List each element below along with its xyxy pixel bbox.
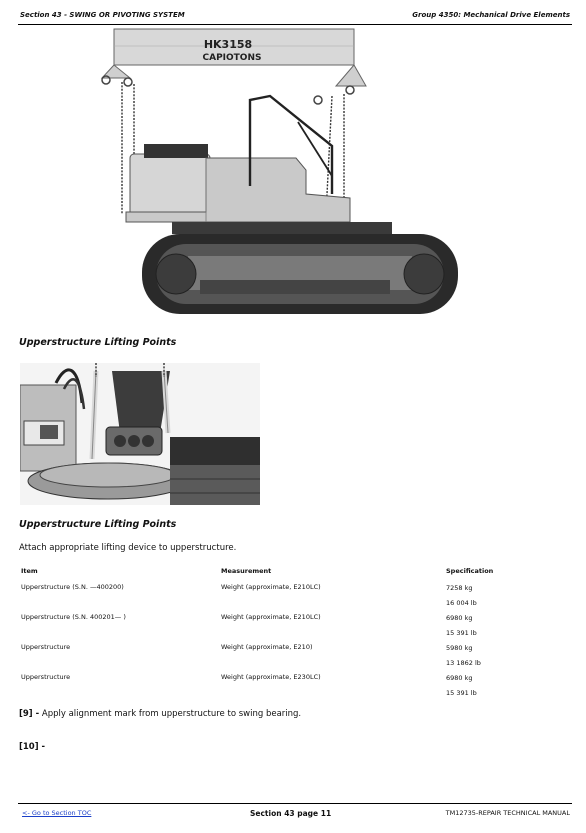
caption-lifting-points-2: Upperstructure Lifting Points — [19, 519, 177, 530]
column-header-item: Item — [21, 567, 38, 575]
table-header-row — [19, 566, 546, 581]
spec-lb: 15 391 lb — [446, 629, 477, 637]
step-10: [10] - — [19, 742, 46, 752]
header-divider — [18, 24, 572, 25]
specification-table — [19, 566, 546, 701]
beam-text-hk3158: HK3158 — [203, 38, 253, 51]
row-measurement: Weight (approximate, E210LC) — [221, 613, 321, 621]
header-group-title: Group 4350: Mechanical Drive Elements — [412, 11, 570, 19]
upperstructure-closeup-photo — [20, 363, 260, 505]
beam-text-capiotons: CAPIOTONS — [202, 53, 262, 63]
row-specification — [444, 611, 546, 641]
spec-lb: 16 004 lb — [446, 599, 477, 607]
header-section-title: Section 43 - SWING OR PIVOTING SYSTEM — [20, 11, 185, 19]
spec-kg: 7258 kg — [446, 584, 473, 592]
table-row — [19, 671, 546, 701]
column-header-measurement: Measurement — [221, 567, 272, 575]
table-row — [19, 611, 546, 641]
spec-kg: 6980 kg — [446, 674, 473, 682]
row-measurement: Weight (approximate, E210LC) — [221, 583, 321, 591]
spec-lb: 13 1862 lb — [446, 659, 481, 667]
go-to-section-toc-link[interactable]: <- Go to Section TOC — [22, 809, 92, 817]
footer-page-number: Section 43 page 11 — [250, 809, 332, 818]
row-specification — [444, 581, 546, 611]
row-item: Upperstructure — [21, 643, 71, 651]
footer-manual-title: TM12735-REPAIR TECHNICAL MANUAL — [445, 809, 570, 817]
spec-kg: 5980 kg — [446, 644, 473, 652]
row-item: Upperstructure (S.N. —400200) — [21, 583, 124, 591]
spec-lb: 15 391 lb — [446, 689, 477, 697]
instruction-text: Attach appropriate lifting device to upperstructure. — [19, 543, 237, 553]
row-measurement: Weight (approximate, E230LC) — [221, 673, 321, 681]
table-row — [19, 581, 546, 611]
row-specification — [444, 671, 546, 701]
row-measurement: Weight (approximate, E210) — [221, 643, 313, 651]
row-item: Upperstructure — [21, 673, 71, 681]
step-9-number: [9] - — [19, 709, 40, 719]
table-row — [19, 641, 546, 671]
row-item: Upperstructure (S.N. 400201— ) — [21, 613, 126, 621]
caption-lifting-points-1: Upperstructure Lifting Points — [19, 337, 177, 348]
excavator-lifting-photo — [100, 26, 462, 316]
footer-divider — [18, 803, 572, 804]
column-header-specification: Specification — [446, 567, 494, 575]
spec-kg: 6980 kg — [446, 614, 473, 622]
step-9-text: Apply alignment mark from upperstructure to swing bearing. — [39, 709, 302, 719]
row-specification — [444, 641, 546, 671]
step-9 — [19, 709, 301, 719]
